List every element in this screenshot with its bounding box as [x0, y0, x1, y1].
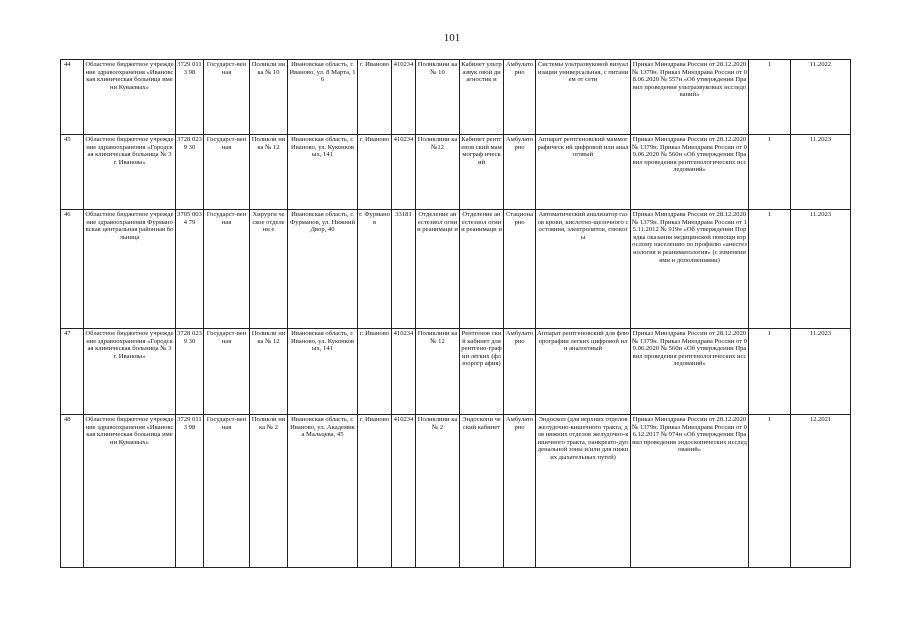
postcode-cell: 410234	[392, 60, 416, 135]
quantity-cell: 1	[749, 329, 791, 415]
date-cell: 11.2023	[791, 210, 851, 329]
row-number: 44	[61, 60, 84, 135]
city-cell: г. Иваново	[358, 135, 392, 210]
table-row	[61, 415, 851, 568]
care-type-cell: Амбулато рно	[504, 329, 536, 415]
ownership-cell: Государст-венная	[204, 329, 250, 415]
city-cell: г. Иваново	[358, 415, 392, 568]
address-cell: Ивановская область, г. Иваново, ул. Академика Мальцева, 45	[288, 415, 358, 568]
table-row	[61, 135, 851, 210]
postcode-cell: 410234	[392, 329, 416, 415]
inn-cell: 3728 0239 30	[176, 135, 204, 210]
city-cell: г. Иваново	[358, 329, 392, 415]
care-type-cell: Амбулато рно	[504, 60, 536, 135]
subdivision-cell: Хирурги ческое отделени е	[250, 210, 288, 329]
standard-cell: Приказ Минздрава России от 28.12.2020 № 1379н. Приказ Минздрава России от 06.12.2017 № 974н «Об утверждении Правил проведения эндоскопических исследований»	[631, 415, 749, 568]
equipment-cell: Системы ультразвуковой визуализации универсальная, с питанием от сети	[536, 60, 631, 135]
institution-cell: Областное бюджетное учреждение здравоохранения «Городская клиническая больница № 3 г. Иванова»	[84, 135, 176, 210]
room-cell: Кабинет ультразвук овой диагностик и	[460, 60, 504, 135]
quantity-cell: 1	[749, 415, 791, 568]
table-row	[61, 329, 851, 415]
table-row	[61, 210, 851, 329]
subdivision-cell: Поликли ника № 10	[250, 60, 288, 135]
room-cell: Эндоскопи ческий кабинет	[460, 415, 504, 568]
unit-cell: Поликлини ка № 2	[416, 415, 460, 568]
equipment-cell: Аппарат рентгеновский маммографическ ий цифровой или аналоговый	[536, 135, 631, 210]
postcode-cell: 33181	[392, 210, 416, 329]
row-number: 47	[61, 329, 84, 415]
address-cell: Ивановская область, г. Фурманов, ул. Нижний Двор, 40	[288, 210, 358, 329]
row-number: 45	[61, 135, 84, 210]
address-cell: Ивановская область, г. Иваново, ул. Куконковых, 141	[288, 135, 358, 210]
equipment-cell: Аппарат рентгеновский для флюорографии легких цифровой или аналоговый	[536, 329, 631, 415]
postcode-cell: 410234	[392, 135, 416, 210]
room-cell: Отделение анестезиол огии и реанимаци и	[460, 210, 504, 329]
inn-cell: 3729 0113 98	[176, 60, 204, 135]
subdivision-cell: Поликли ника № 12	[250, 135, 288, 210]
city-cell: г. Фурмано в	[358, 210, 392, 329]
institution-cell: Областное бюджетное учреждение здравоохранения «Ивановская клиническая больница имени Куваевых»	[84, 60, 176, 135]
institution-cell: Областное бюджетное учреждение здравоохранения «Городская клиническая больница № 3 г. Иванова»	[84, 329, 176, 415]
care-type-cell: Амбулато рно	[504, 135, 536, 210]
inn-cell: 3729 0113 98	[176, 415, 204, 568]
standard-cell: Приказ Минздрава России от 28.12.2020 № 1379н. Приказ Минздрава России от 08.06.2020 № 557н «Об утверждении Правил проведения ультразвуковых исследований»	[631, 60, 749, 135]
unit-cell: Отделение анестезиол огии и реанимаци и	[416, 210, 460, 329]
quantity-cell: 1	[749, 135, 791, 210]
quantity-cell: 1	[749, 210, 791, 329]
care-type-cell: Стационa рно	[504, 210, 536, 329]
subdivision-cell: Поликли ника № 2	[250, 415, 288, 568]
page-number: 101	[443, 32, 461, 44]
postcode-cell: 410234	[392, 415, 416, 568]
room-cell: Рентгенов ский кабинет для рентгено-графии легких (флюорогр афия)	[460, 329, 504, 415]
standard-cell: Приказ Минздрава России от 28.12.2020 № 1379н. Приказ Минздрава России от 09.06.2020 № 560н «Об утверждении Правил проведения рентгенологических исследований»	[631, 135, 749, 210]
ownership-cell: Государст-венная	[204, 415, 250, 568]
unit-cell: Поликлини ка № 10	[416, 60, 460, 135]
address-cell: Ивановская область, г. Иваново, ул. 8 Марта, 16	[288, 60, 358, 135]
date-cell: 12.2021	[791, 415, 851, 568]
date-cell: 11.2023	[791, 135, 851, 210]
standard-cell: Приказ Минздрава России от 28.12.2020 № 1379н. Приказ Минздрава России от 09.06.2020 № 560н «Об утверждении Правил проведения рентгенологических исследований»	[631, 329, 749, 415]
unit-cell: Поликлини ка №12	[416, 135, 460, 210]
institution-cell: Областное бюджетное учреждение здравоохранения Фурмановская центральная районная больница	[84, 210, 176, 329]
address-cell: Ивановская область, г. Иваново, ул. Куконковых, 141	[288, 329, 358, 415]
date-cell: 11.2022	[791, 60, 851, 135]
room-cell: Кабинет рентгенов ский маммограф ический	[460, 135, 504, 210]
standard-cell: Приказ Минздрава России от 28.12.2020 № 1379н. Приказ Минздрава России от 15.11.2012 № 919н «Об утверждении Порядка оказания медицинской помощи взрослому населению по профилю «анестезиология и реаниматология» (с изменениями и дополнениями)	[631, 210, 749, 329]
equipment-cell: Эндоскоп (для верхних отделов желудочно-кишечного тракта, для нижних отделов желудочно-кишечного тракта, панкреато-дуоденальной зоны и/или для нижних дыхательных путей)	[536, 415, 631, 568]
equipment-table	[60, 59, 851, 568]
table-row	[61, 60, 851, 135]
date-cell: 11.2023	[791, 329, 851, 415]
quantity-cell: 1	[749, 60, 791, 135]
subdivision-cell: Поликли ника № 12	[250, 329, 288, 415]
inn-cell: 3728 0239 30	[176, 329, 204, 415]
ownership-cell: Государст-венная	[204, 135, 250, 210]
row-number: 46	[61, 210, 84, 329]
inn-cell: 3705 0034 79	[176, 210, 204, 329]
ownership-cell: Государст-венная	[204, 60, 250, 135]
equipment-cell: Автоматический анализатор газов крови, кислотно-щелочного состояния, электролитов, глюкозы	[536, 210, 631, 329]
institution-cell: Областное бюджетное учреждение здравоохранения «Ивановская клиническая больница имени Куваевых»	[84, 415, 176, 568]
care-type-cell: Амбулато рно	[504, 415, 536, 568]
unit-cell: Поликлини ка № 12	[416, 329, 460, 415]
city-cell: г. Иваново	[358, 60, 392, 135]
row-number: 48	[61, 415, 84, 568]
ownership-cell: Государст-венная	[204, 210, 250, 329]
